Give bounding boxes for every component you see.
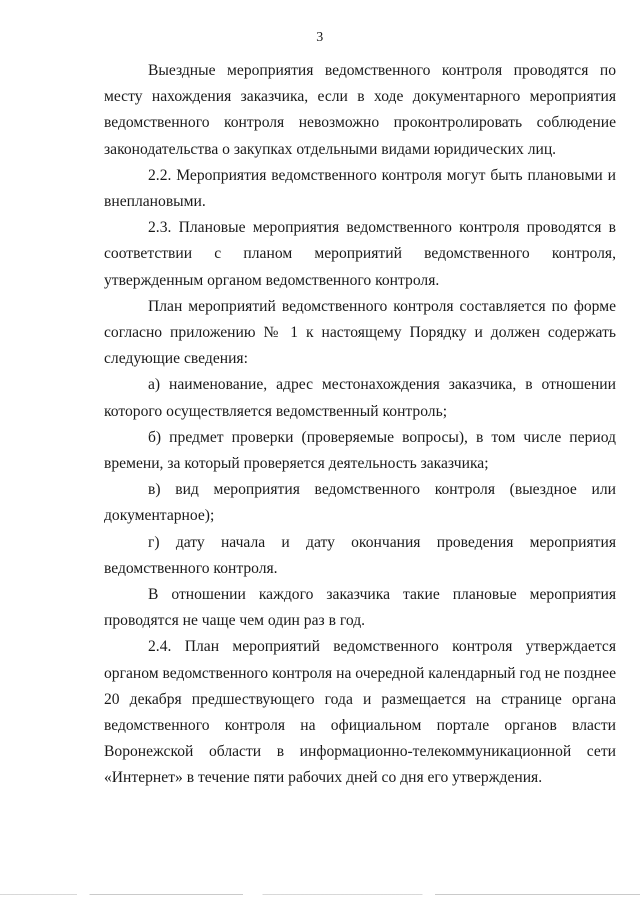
paragraph-frequency: В отношении каждого заказчика такие плановые мероприятия проводятся не чаще чем один раз в год. bbox=[104, 586, 616, 630]
paragraph-plan-content: План мероприятий ведомственного контроля составляется по форме согласно приложению № 1 к настоящему Порядку и должен содержать следующие сведения: bbox=[104, 297, 616, 368]
list-item-b: б) предмет проверки (проверяемые вопросы), в том числе период времени, за который проверяется деятельность заказчика; bbox=[104, 428, 616, 473]
document-body bbox=[104, 58, 616, 792]
paragraph-2-2: 2.2. Мероприятия ведомственного контроля могут быть плановыми и внеплановыми. bbox=[104, 166, 616, 211]
paragraph-2-3: 2.3. Плановые мероприятия ведомственного контроля проводятся в соответствии с планом мероприятий ведомственного контроля, утвержденным органом ведомственного контроля. bbox=[104, 219, 616, 289]
paragraph-field-inspections: Выездные мероприятия ведомственного контроля проводятся по месту нахождения заказчика, если в ходе документарного мероприятия ведомственного контроля невозможно проконтролировать соблюдение законодательства о закупках отдельными видами юридических лиц. bbox=[104, 62, 616, 158]
page-number: 3 bbox=[316, 30, 324, 45]
scan-edge-line bbox=[0, 894, 640, 895]
list-item-v: в) вид мероприятия ведомственного контроля (выездное или документарное); bbox=[104, 481, 616, 525]
list-item-g: г) дату начала и дату окончания проведения мероприятия ведомственного контроля. bbox=[104, 533, 616, 577]
paragraph-2-4: 2.4. План мероприятий ведомственного контроля утверждается органом ведомственного контроля на очередной календарный год не позднее 20 декабря предшествующего года и размещается на странице органа ведомственного контроля на официальном портале органов власти Воронежской области в информационно-телекоммуникационной сети «Интернет» в течение пяти рабочих дней со дня его утверждения. bbox=[104, 638, 616, 787]
list-item-a: а) наименование, адрес местонахождения заказчика, в отношении которого осуществляется ведомственный контроль; bbox=[104, 376, 616, 420]
